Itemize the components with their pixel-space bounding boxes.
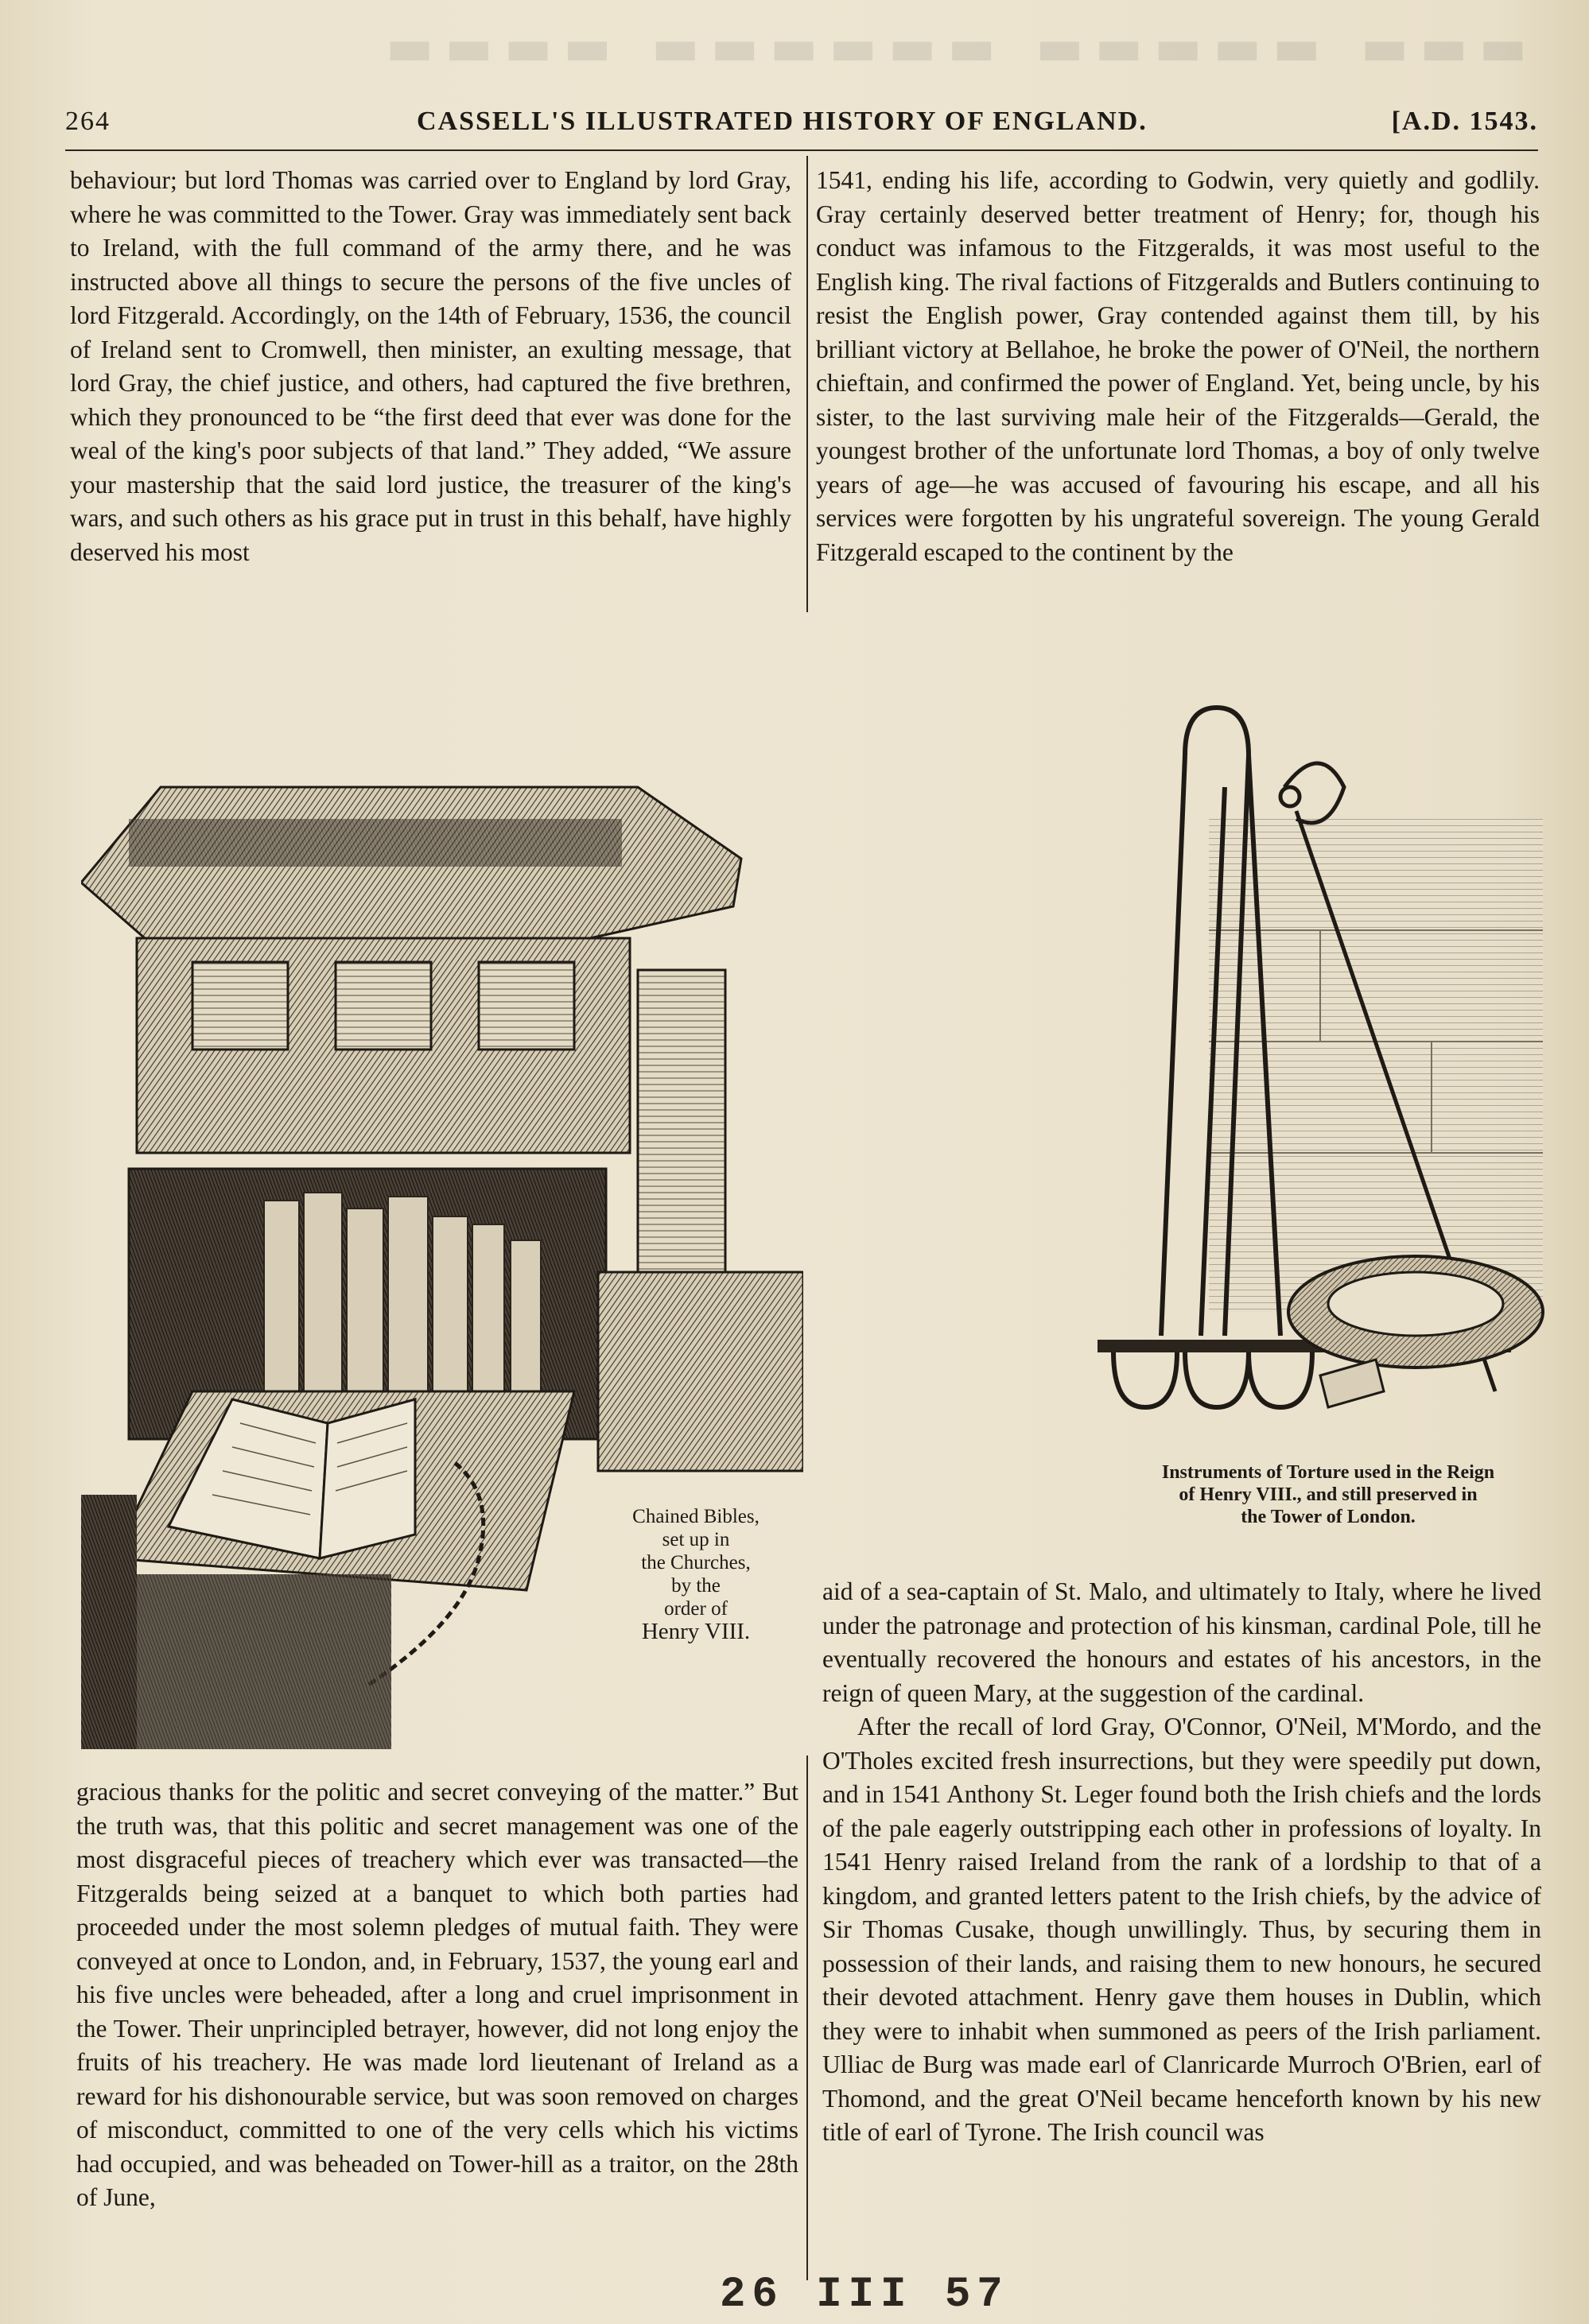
left-column-top (70, 164, 791, 569)
right-column-middle (822, 1575, 1541, 2150)
caption-line: of Henry VIII., and still preserved in (1179, 1484, 1478, 1505)
bleed-through-text: ▬▬▬ ▬▬▬▬▬ ▬▬▬▬▬▬ ▬▬▬▬ (374, 17, 1527, 65)
header-rule (65, 149, 1538, 151)
paragraph: 1541, ending his life, according to Godwin, very quietly and godlily. Gray certainly deserved better treatment of Henry; for, though his conduct was infamous to the Fitzgeralds, it was most useful to the English king. The rival factions of Fitzgeralds and Butlers continuing to resist the English power, Gray contended against them till, by his brilliant victory at Bellahoe, he broke the power of O'Neil, the northern chieftain, and confirmed the power of England. Yet, being uncle, by his sister, to the last surviving male heir of the Fitzgeralds—Gerald, the youngest brother of the unfortunate lord Thomas, a boy of only twelve years of age—he was accused of favouring his escape, and all his services were forgotten by his ungrateful sovereign. The young Gerald Fitzgerald escaped to the continent by the (816, 166, 1540, 566)
caption-line: the Tower of London. (1241, 1507, 1416, 1527)
running-date: [A.D. 1543. (1391, 107, 1538, 136)
paragraph: gracious thanks for the politic and secret conveying of the matter.” But the truth was, that this politic and secret management was one of the most disgraceful pieces of treachery which ever was transacted—the Fitzgeralds being seized at a banquet to which both parties had proceeded under the most solemn pledges of mutual faith. They were conveyed at once to London, and, in February, 1537, the young earl and his five uncles were beheaded, after a long and cruel imprisonment in the Tower. Their unprincipled betrayer, however, did not long enjoy the fruits of his treachery. He was made lord lieutenant of Ireland as a reward for his dishonourable service, but was soon removed on charges of misconduct, committed to one of the very cells which his victims had occupied, and was beheaded on Tower-hill as a traitor, on the 28th of June, (76, 1778, 798, 2211)
paragraph: behaviour; but lord Thomas was carried over to England by lord Gray, where he was committed to the Tower. Gray was immediately sent back to Ireland, with the full command of the army there, and he was instructed above all things to secure the persons of the five uncles of lord Fitzgerald. Accordingly, on the 14th of February, 1536, the council of Ireland sent to Cromwell, then minister, an exulting message, that lord Gray, the chief justice, and others, had captured the five brethren, which they pronounced to be “the first deed that ever was done for the weal of the king's poor subjects of that land.” They added, “We assure your mastership that the said lord justice, the treasurer of the king's wars, and such others as his grace put in trust in this behalf, have highly deserved his most (70, 166, 791, 566)
caption-line: Instruments of Torture used in the Reign (1161, 1462, 1495, 1483)
caption-line: by the (671, 1575, 721, 1597)
column-divider-top (806, 156, 808, 612)
caption-line: order of (664, 1598, 728, 1620)
caption-line: Henry VIII. (641, 1619, 751, 1644)
right-column-top (816, 164, 1540, 569)
library-stamp: 26 III 57 (720, 2271, 1009, 2319)
bibles-caption (612, 1505, 779, 1643)
page-number: 264 (65, 107, 111, 136)
column-divider-bottom (806, 1756, 808, 2280)
torture-caption (1105, 1461, 1551, 1528)
left-column-bottom (76, 1775, 798, 2215)
page-header (65, 102, 1538, 146)
caption-line: set up in (662, 1529, 730, 1550)
paragraph: After the recall of lord Gray, O'Connor, O'Neil, M'Mordo, and the O'Tholes excited fresh insurrections, but they were speedily put down, and in 1541 Anthony St. Leger found both the Irish chiefs and the lords of the pale eagerly outstripping each other in professions of loyalty. In 1541 Henry raised Ireland from the rank of a lordship to that of a kingdom, and granted letters patent to the Irish chiefs, by the advice of Sir Thomas Cusake, though unwillingly. Thus, by securing them in possession of their lands, and raising them to new honours, he secured their devoted attachment. Henry gave them houses in Dublin, which they were to inhabit when summoned as peers of the Irish parliament. Ulliac de Burg was made earl of Clanricarde Murroch O'Brien, earl of Thomond, and the great O'Neil became henceforth known by his new title of earl of Tyrone. The Irish council was (822, 1713, 1541, 2146)
torture-instruments-engraving (1082, 692, 1551, 1439)
caption-line: the Churches, (641, 1552, 751, 1573)
caption-line: Chained Bibles, (632, 1506, 760, 1527)
running-title: CASSELL'S ILLUSTRATED HISTORY OF ENGLAND. (417, 107, 1148, 136)
paragraph: aid of a sea-captain of St. Malo, and ultimately to Italy, where he lived under the patronage and protection of his kinsman, cardinal Pole, till he eventually recovered the honours and estates of his ancestors, in the reign of queen Mary, at the suggestion of the cardinal. (822, 1577, 1541, 1707)
